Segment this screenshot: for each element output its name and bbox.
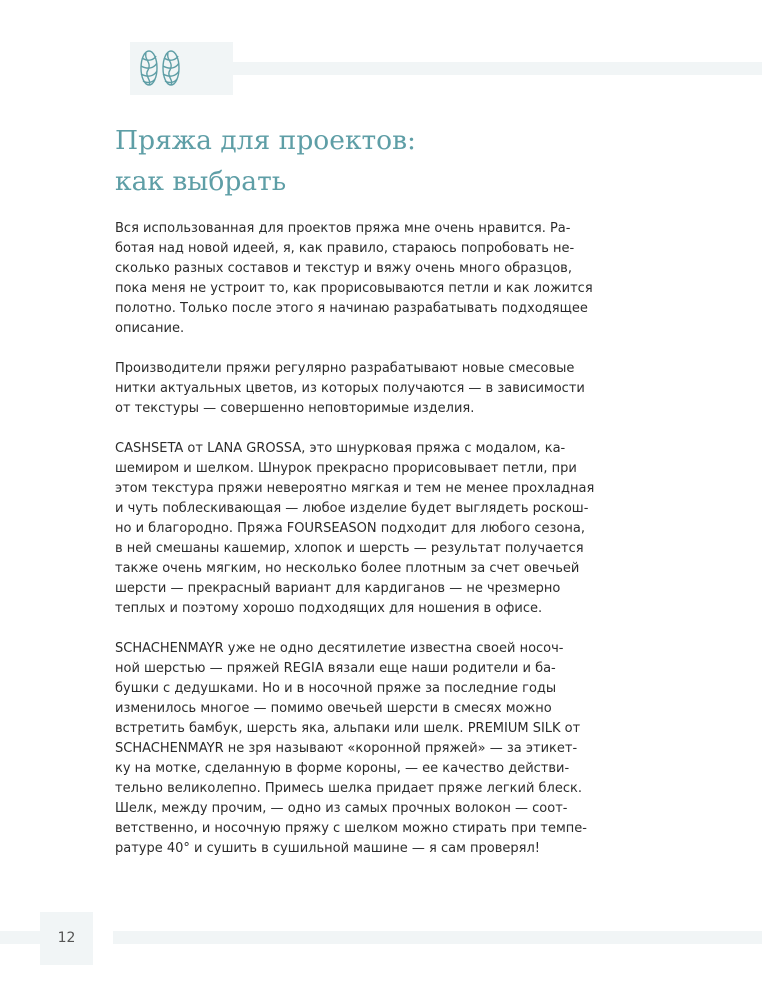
text-line: и чуть поблескивающая — любое изделие будет выглядеть роскош-: [115, 501, 589, 516]
text-line: в ней смешаны кашемир, хлопок и шерсть — результат получается: [115, 541, 584, 556]
text-line: SCHACHENMAYR не зря называют «коронной пряжей» — за этикет-: [115, 741, 578, 756]
text-line: ку на мотке, сделанную в форме короны, — ее качество действи-: [115, 761, 570, 776]
paragraph-intro: [115, 219, 593, 339]
text-line: но и благородно. Пряжа FOURSEASON подходит для любого сезона,: [115, 521, 585, 536]
text-line: Шелк, между прочим, — одно из самых прочных волокон — соот-: [115, 801, 568, 816]
text-line: теплых и поэтому хорошо подходящих для ношения в офисе.: [115, 601, 543, 616]
text-line: бушки с дедушками. Но и в носочной пряже за последние годы: [115, 681, 557, 696]
header-strip: [233, 62, 762, 75]
text-line: Вся использованная для проектов пряжа мне очень нравится. Ра-: [115, 221, 571, 236]
text-line: SCHACHENMAYR уже не одно десятилетие известна своей носоч-: [115, 641, 564, 656]
page-title-line: Пряжа для проектов:: [115, 125, 416, 156]
text-line: ной шерстью — пряжей REGIA вязали еще наши родители и ба-: [115, 661, 556, 676]
text-line: также очень мягким, но несколько более плотным за счет овечьей: [115, 561, 580, 576]
footer-strip: [113, 931, 762, 944]
text-line: CASHSETA от LANA GROSSA, это шнурковая пряжа с модалом, ка-: [115, 441, 566, 456]
text-line: пока меня не устроит то, как прорисовываются петли и как ложится: [115, 281, 593, 296]
text-line: сколько разных составов и текстур и вяжу очень много образцов,: [115, 261, 572, 276]
page-title-line: как выбрать: [115, 166, 287, 197]
text-line: от текстуры — совершенно неповторимые изделия.: [115, 401, 475, 416]
text-line: шемиром и шелком. Шнурок прекрасно прорисовывает петли, при: [115, 461, 577, 476]
text-line: полотно. Только после этого я начинаю разрабатывать подходящее: [115, 301, 588, 316]
yarn-skeins-icon: [138, 48, 182, 88]
text-line: ботая над новой идеей, я, как правило, стараюсь попробовать не-: [115, 241, 575, 256]
text-line: этом текстура пряжи невероятно мягкая и тем не менее прохладная: [115, 481, 595, 496]
text-line: нитки актуальных цветов, из которых получаются — в зависимости: [115, 381, 585, 396]
paragraph-cashseta: [115, 439, 595, 619]
footer-strip-left: [0, 931, 40, 944]
text-line: изменилось многое — помимо овечьей шерсти в смесях можно: [115, 701, 552, 716]
page-number: 12: [57, 930, 76, 946]
text-line: шерсти — прекрасный вариант для кардиганов — не чрезмерно: [115, 581, 561, 596]
text-line: тельно великолепно. Примесь шелка придает пряже легкий блеск.: [115, 781, 582, 796]
page-title: [115, 120, 416, 202]
body-text: [115, 219, 595, 879]
paragraph-schachenmayr: [115, 639, 587, 859]
paragraph-producers: [115, 359, 585, 419]
text-line: ветственно, и носочную пряжу с шелком можно стирать при темпе-: [115, 821, 587, 836]
text-line: Производители пряжи регулярно разрабатывают новые смесовые: [115, 361, 575, 376]
text-line: описание.: [115, 321, 185, 336]
text-line: ратуре 40° и сушить в сушильной машине — я сам проверял!: [115, 841, 541, 856]
text-line: встретить бамбук, шерсть яка, альпаки или шелк. PREMIUM SILK от: [115, 721, 581, 736]
